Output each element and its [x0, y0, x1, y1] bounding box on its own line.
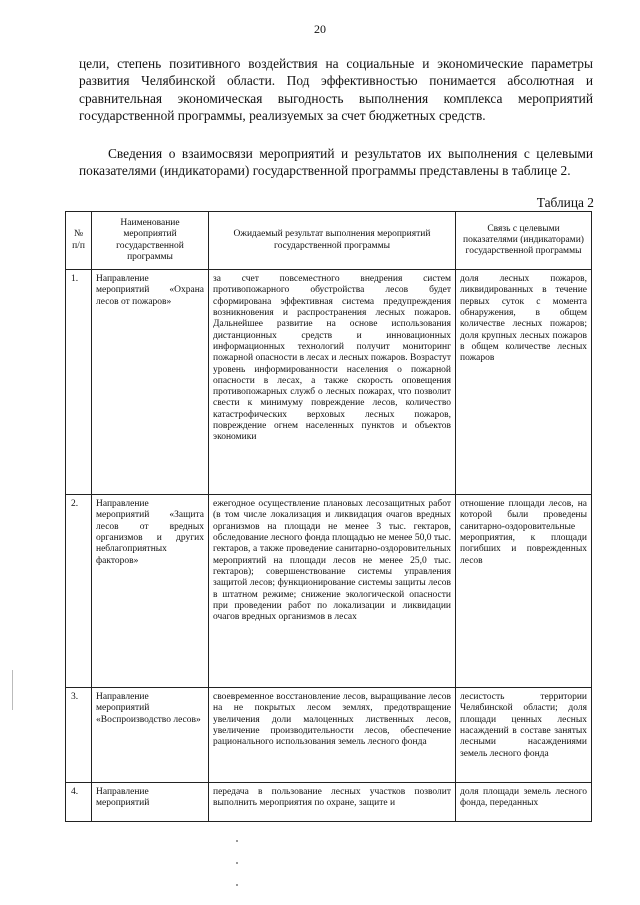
- table-row: [66, 688, 592, 783]
- table-row: [66, 495, 592, 688]
- table-row: [66, 270, 592, 495]
- row-link: доля лесных пожаров, ликвидированных в течение первых суток с момента обнаружения, в общем количестве лесных пожаров; доля крупных лесных пожаров в общем количестве лесных пожаров: [456, 270, 592, 495]
- row-result: за счет повсеместного внедрения систем противопожарного обустройства лесов будет сформирована эффективная система предупреждения возникновения и распространения лесных пожаров. Дальнейшее развитие на основе использования дистанционных средств и инновационных информационных технологий получит мониторинг пожарной опасности в лесах и лесных пожаров. Возрастут уровень информированности населения о пожарной опасности в лесах, а также скорость оповещения противопожарных служб о лесных пожарах, что позволит свести к минимуму повреждение лесов, количество катастрофических верховых лесных пожаров, повреждение огнем населенных пунктов и объектов экономики: [209, 270, 456, 495]
- header-num: № п/п: [66, 212, 92, 270]
- scan-artifact-dot: [236, 840, 238, 842]
- row-name: Направление мероприятий «Защита лесов от вредных организмов и других неблагоприятных факторов»: [92, 495, 209, 688]
- scan-artifact-line: [12, 670, 13, 710]
- header-link: Связь с целевыми показателями (индикаторами) государственной программы: [456, 212, 592, 270]
- scan-artifact-dot: [236, 884, 238, 886]
- header-result: Ожидаемый результат выполнения мероприятий государственной программы: [209, 212, 456, 270]
- row-result: своевременное восстановление лесов, выращивание лесов на не покрытых лесом землях, предотвращение увеличения доли малоценных лиственных лесов, увеличение производительности лесов, обеспечение рационального использования земель лесного фонда: [209, 688, 456, 783]
- row-name: Направление мероприятий: [92, 783, 209, 822]
- paragraph-1: цели, степень позитивного воздействия на социальные и экономические параметры развития Челябинской области. Под эффективностью понимается абсолютная и сравнительная экономическая выгодность выполнения комплекса мероприятий государственной программы, реализуемых за счет бюджетных средств.: [79, 56, 593, 123]
- table-row: [66, 783, 592, 822]
- row-link: доля площади земель лесного фонда, переданных: [456, 783, 592, 822]
- table-header-row: [66, 212, 592, 270]
- row-num: 2.: [66, 495, 92, 688]
- row-num: 1.: [66, 270, 92, 495]
- row-name: Направление мероприятий «Охрана лесов от пожаров»: [92, 270, 209, 495]
- paragraph-2: Сведения о взаимосвязи мероприятий и результатов их выполнения с целевыми показателями (индикаторами) государственной программы представлены в таблице 2.: [79, 146, 593, 179]
- row-link: лесистость территории Челябинской области; доля площади ценных лесных насаждений в составе занятых лесными насаждениями земель лесного фонда: [456, 688, 592, 783]
- row-name: Направление мероприятий «Воспроизводство лесов»: [92, 688, 209, 783]
- page-number: 20: [314, 22, 326, 36]
- row-num: 4.: [66, 783, 92, 822]
- row-result: ежегодное осуществление плановых лесозащитных работ (в том числе локализация и ликвидация очагов вредных организмов на площади не менее 3 тыс. гектаров, обследование лесного фонда площадью не менее 50,0 тыс. гектаров, а также проведение санитарно-оздоровительных мероприятий на площади лесов не менее 25,0 тыс. гектаров); совершенствование системы управления защитой лесов; функционирование системы защиты лесов в штатном режиме; снижение экологической опасности при проведении работ по локализации и ликвидации очагов вредных организмов в лесах: [209, 495, 456, 688]
- row-num: 3.: [66, 688, 92, 783]
- row-link: отношение площади лесов, на которой были проведены санитарно-оздоровительные мероприятия, к площади погибших и поврежденных лесов: [456, 495, 592, 688]
- scan-artifact-dot: [236, 862, 238, 864]
- header-name: Наименование мероприятий государственной программы: [92, 212, 209, 270]
- row-result: передача в пользование лесных участков позволит выполнить мероприятия по охране, защите и: [209, 783, 456, 822]
- measures-table: [65, 211, 592, 822]
- table-caption: Таблица 2: [536, 195, 594, 210]
